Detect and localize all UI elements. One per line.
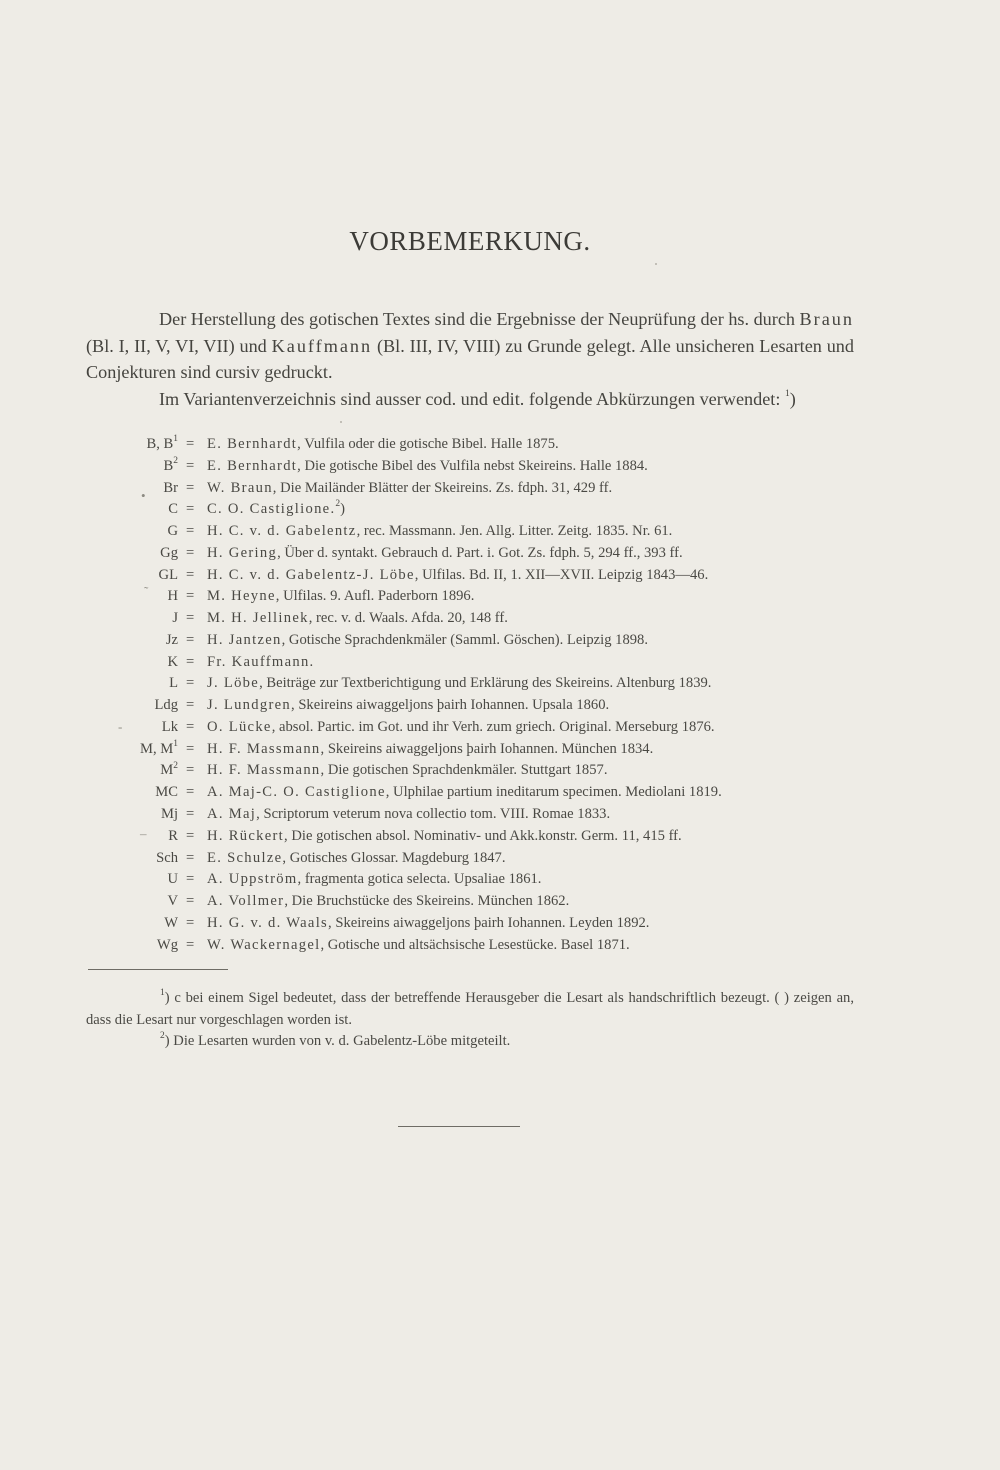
reference-author: E. Bernhardt xyxy=(207,457,298,474)
reference-title: , Gotische und altsächsische Lesestücke. Basel 1871. xyxy=(320,936,630,953)
reference xyxy=(207,935,630,957)
intro-text: (Bl. I, II, V, VI, VII) und xyxy=(86,335,272,356)
sigil-text: U xyxy=(167,871,178,888)
abbreviation-row xyxy=(0,543,1000,565)
sigil xyxy=(167,652,178,674)
sigil xyxy=(155,782,178,804)
abbreviation-row xyxy=(0,586,1000,608)
reference-author: E. Schulze xyxy=(207,849,283,866)
abbreviation-row xyxy=(0,804,1000,826)
sigil-text: G xyxy=(167,523,178,540)
abbreviation-row xyxy=(0,891,1000,913)
reference xyxy=(207,434,559,456)
footnote xyxy=(86,988,854,1031)
reference xyxy=(207,521,672,543)
equals-sign: = xyxy=(186,914,195,931)
reference-author: Fr. Kauffmann. xyxy=(207,653,315,670)
reference-title: , Ulfilas. 9. Aufl. Paderborn 1896. xyxy=(275,588,475,605)
paper-speck xyxy=(655,263,657,265)
margin-mark: • xyxy=(141,488,146,503)
footnote-ref-paren: ) xyxy=(340,501,346,518)
abbreviation-row xyxy=(0,848,1000,870)
reference-title: , Beiträge zur Textberichtigung und Erklärung des Skeireins. Altenburg 1839. xyxy=(259,675,712,692)
margin-mark: ˷ xyxy=(144,574,149,589)
footnote-rule xyxy=(88,969,228,970)
reference xyxy=(207,717,715,739)
sigil xyxy=(160,760,178,782)
abbreviation-row xyxy=(0,935,1000,957)
reference-author: E. Bernhardt xyxy=(207,436,298,452)
intro-text: Der Herstellung des gotischen Textes sind die Ergebnisse der Neuprüfung der hs. durch xyxy=(159,309,800,329)
sigil-text: Jz xyxy=(165,631,178,648)
sigil xyxy=(167,869,178,891)
sigil-text: K xyxy=(167,653,178,670)
sigil xyxy=(169,673,178,695)
page-title: VORBEMERKUNG. xyxy=(349,226,591,256)
abbreviation-row xyxy=(0,434,1000,456)
abbreviation-row xyxy=(0,499,1000,521)
reference-title: , Die gotische Bibel des Vulfila nebst Skeireins. Halle 1884. xyxy=(297,457,648,474)
equals-sign: = xyxy=(186,457,195,474)
sigil-text: L xyxy=(169,675,178,692)
sigil xyxy=(167,586,178,608)
sigil-text: B xyxy=(163,457,174,474)
reference xyxy=(207,652,315,674)
abbreviation-row xyxy=(0,630,1000,652)
reference-title: , Skeireins aiwaggeljons þairh Iohannen. Leyden 1892. xyxy=(328,914,650,931)
reference-author: H. Jantzen xyxy=(207,631,282,648)
equals-sign: = xyxy=(186,718,195,735)
reference xyxy=(207,565,708,587)
equals-sign: = xyxy=(186,479,195,496)
equals-sign: = xyxy=(186,893,195,910)
equals-sign: = xyxy=(186,871,195,888)
abbreviation-row xyxy=(0,456,1000,478)
reference-title: , fragmenta gotica selecta. Upsaliae 1861. xyxy=(297,871,542,888)
equals-sign: = xyxy=(186,436,195,452)
reference xyxy=(207,478,612,500)
equals-sign: = xyxy=(186,544,195,561)
reference-title: , rec. Massmann. Jen. Allg. Litter. Zeitg. 1835. Nr. 61. xyxy=(356,523,673,540)
reference-author: M. Heyne xyxy=(207,588,276,605)
reference-author: A. Maj xyxy=(207,806,257,823)
sigil xyxy=(154,695,178,717)
reference-author: J. Lundgren xyxy=(207,697,292,714)
footnote-number-paren: ) xyxy=(164,1033,170,1049)
sigil xyxy=(156,848,178,870)
reference-title: , Gotisches Glossar. Magdeburg 1847. xyxy=(282,849,506,866)
footnote-text: Die Lesarten wurden von v. d. Gabelentz-Löbe mitgeteilt. xyxy=(169,1033,511,1049)
reference xyxy=(207,586,474,608)
name-braun: Braun xyxy=(799,309,854,329)
reference-author: H. F. Massmann xyxy=(207,740,321,757)
equals-sign: = xyxy=(186,588,195,605)
reference xyxy=(207,543,683,565)
sigil xyxy=(163,478,178,500)
abbreviation-row xyxy=(0,673,1000,695)
reference xyxy=(207,499,345,521)
sigil xyxy=(167,521,178,543)
reference-author: H. F. Massmann xyxy=(207,762,321,779)
intro-paragraph-1 xyxy=(86,306,854,386)
reference-author: M. H. Jellinek xyxy=(207,610,309,627)
intro-paragraph-2 xyxy=(86,386,854,413)
equals-sign: = xyxy=(186,936,195,953)
sigil-superscript: 1 xyxy=(173,738,178,749)
equals-sign: = xyxy=(186,653,195,670)
reference-title: , Die Mailänder Blätter der Skeireins. Zs. fdph. 31, 429 ff. xyxy=(272,479,613,496)
equals-sign: = xyxy=(186,827,195,844)
footnotes xyxy=(86,988,854,1053)
sigil-text: Br xyxy=(163,479,178,496)
abbreviation-row xyxy=(0,695,1000,717)
reference-title: , Ulfilas. Bd. II, 1. XII—XVII. Leipzig 1843—46. xyxy=(414,566,709,583)
reference xyxy=(207,695,609,717)
reference-author: H. C. v. d. Gabelentz-J. Löbe xyxy=(207,566,415,583)
reference xyxy=(207,826,682,848)
margin-mark: – xyxy=(140,826,147,841)
equals-sign: = xyxy=(186,610,195,627)
equals-sign: = xyxy=(186,501,195,518)
abbreviation-row xyxy=(0,869,1000,891)
paper-speck xyxy=(340,421,342,423)
sigil-text: MC xyxy=(155,784,178,801)
sigil-text: Sch xyxy=(156,849,178,866)
sigil-text: H xyxy=(167,588,178,605)
reference-title: , rec. v. d. Waals. Afda. 20, 148 ff. xyxy=(308,610,508,627)
reference-author: W. Wackernagel xyxy=(207,936,321,953)
sigil xyxy=(164,456,178,478)
reference-author: O. Lücke xyxy=(207,718,272,735)
reference-title: , Die gotischen absol. Nominativ- und Akk.konstr. Germ. 11, 415 ff. xyxy=(284,827,682,844)
reference-title: , Scriptorum veterum nova collectio tom. VIII. Romae 1833. xyxy=(256,806,611,823)
sigil-text: Mj xyxy=(160,806,178,823)
sigil xyxy=(172,608,178,630)
sigil xyxy=(160,543,178,565)
reference xyxy=(207,456,648,478)
intro-text: (Bl. III, IV, VIII) zu Grunde gelegt. Alle unsicheren Lesarten und Conjekturen sind cursiv gedruckt. xyxy=(86,335,854,382)
equals-sign: = xyxy=(186,784,195,801)
reference-author: A. Maj-C. O. Castiglione xyxy=(207,784,386,801)
equals-sign: = xyxy=(186,566,195,583)
reference-title: , Skeireins aiwaggeljons þairh Iohannen. Upsala 1860. xyxy=(291,697,610,714)
sigil-superscript: 1 xyxy=(173,434,178,445)
sigil-text: M, M xyxy=(140,740,174,757)
reference xyxy=(207,673,711,695)
equals-sign: = xyxy=(186,675,195,692)
introduction xyxy=(86,306,854,412)
reference-title: , Skeireins aiwaggeljons þairh Iohannen. München 1834. xyxy=(320,740,654,757)
sigil-text: Lk xyxy=(161,718,178,735)
reference-author: C. O. Castiglione. xyxy=(207,501,336,518)
sigil xyxy=(164,913,178,935)
sigil xyxy=(140,739,178,761)
equals-sign: = xyxy=(186,631,195,648)
end-rule xyxy=(398,1126,520,1127)
abbreviation-row xyxy=(0,608,1000,630)
reference-title: , Über d. syntakt. Gebrauch d. Part. i. Got. Zs. fdph. 5, 294 ff., 393 ff. xyxy=(277,544,683,561)
reference-author: H. C. v. d. Gabelentz xyxy=(207,523,357,540)
abbreviation-row xyxy=(0,739,1000,761)
sigil xyxy=(157,935,178,957)
reference xyxy=(207,913,649,935)
sigil xyxy=(159,565,178,587)
sigil-text: C xyxy=(168,501,178,518)
reference-title: , Die Bruchstücke des Skeireins. München 1862. xyxy=(284,893,570,910)
reference xyxy=(207,760,607,782)
sigil xyxy=(162,717,178,739)
footnote-number: 1 xyxy=(160,988,165,999)
sigil-text: Gg xyxy=(160,544,178,561)
abbreviation-row xyxy=(0,913,1000,935)
reference-author: W. Braun xyxy=(207,479,273,496)
abbreviation-row xyxy=(0,521,1000,543)
abbreviation-row xyxy=(0,760,1000,782)
reference-author: H. G. v. d. Waals xyxy=(207,914,329,931)
reference xyxy=(207,608,508,630)
reference-title: , Vulfila oder die gotische Bibel. Halle 1875. xyxy=(297,436,559,452)
sigil-superscript: 2 xyxy=(173,455,178,466)
abbreviation-list xyxy=(0,434,1000,956)
sigil xyxy=(168,826,178,848)
footnote-ref: 1 xyxy=(784,389,790,400)
sigil-text: Ldg xyxy=(154,697,178,714)
sigil xyxy=(146,434,178,456)
footnote-ref: 2 xyxy=(335,499,341,510)
reference-author: H. Gering xyxy=(207,544,278,561)
sigil xyxy=(167,891,178,913)
abbreviation-row xyxy=(0,565,1000,587)
sigil-text: J xyxy=(172,610,178,627)
reference xyxy=(207,891,569,913)
sigil-text: V xyxy=(167,893,178,910)
sigil xyxy=(161,804,178,826)
reference xyxy=(207,869,541,891)
abbreviation-row xyxy=(0,652,1000,674)
reference xyxy=(207,804,610,826)
reference xyxy=(207,848,506,870)
equals-sign: = xyxy=(186,849,195,866)
equals-sign: = xyxy=(186,697,195,714)
reference-author: A. Vollmer xyxy=(207,893,285,910)
reference-title: , Die gotischen Sprachdenkmäler. Stuttgart 1857. xyxy=(320,762,608,779)
sigil-text: Wg xyxy=(156,936,178,953)
intro-text: Im Variantenverzeichnis sind ausser cod. und edit. folgende Abkürzungen verwendet: xyxy=(159,388,781,409)
footnote-text: c bei einem Sigel bedeutet, dass der betreffende Herausgeber die Lesart als handschriftlich bezeugt. ( ) zeigen an, dass die Lesart nur vorgeschlagen worden ist. xyxy=(86,990,854,1028)
name-kauffmann: Kauffmann xyxy=(271,335,373,356)
abbreviation-row xyxy=(0,826,1000,848)
reference xyxy=(207,782,722,804)
sigil xyxy=(168,499,178,521)
equals-sign: = xyxy=(186,523,195,540)
reference-title: , absol. Partic. im Got. und ihr Verh. zum griech. Original. Merseburg 1876. xyxy=(271,718,715,735)
reference-title: , Gotische Sprachdenkmäler (Samml. Göschen). Leipzig 1898. xyxy=(281,631,648,648)
sigil xyxy=(166,630,178,652)
equals-sign: = xyxy=(186,740,195,757)
equals-sign: = xyxy=(186,806,195,823)
abbreviation-row xyxy=(0,782,1000,804)
footnote-number-paren: ) xyxy=(164,990,170,1006)
reference xyxy=(207,630,648,652)
reference xyxy=(207,739,653,761)
footnote xyxy=(86,1031,854,1053)
sigil-text: W xyxy=(164,914,178,931)
reference-author: J. Löbe xyxy=(207,675,260,692)
sigil-superscript: 2 xyxy=(173,760,178,771)
equals-sign: = xyxy=(186,762,195,779)
sigil-text: M xyxy=(160,762,174,779)
reference-author: H. Rückert xyxy=(207,827,285,844)
reference-title: , Ulphilae partium ineditarum specimen. Mediolani 1819. xyxy=(385,784,722,801)
footnote-number: 2 xyxy=(160,1031,165,1042)
sigil-text: R xyxy=(168,827,178,844)
reference-author: A. Uppström xyxy=(207,871,298,888)
abbreviation-row xyxy=(0,478,1000,500)
margin-mark: - xyxy=(118,719,123,734)
sigil-text: B, B xyxy=(146,436,174,452)
sigil-text: GL xyxy=(158,566,178,583)
footnote-ref-paren: ) xyxy=(789,388,796,409)
abbreviation-row xyxy=(0,717,1000,739)
